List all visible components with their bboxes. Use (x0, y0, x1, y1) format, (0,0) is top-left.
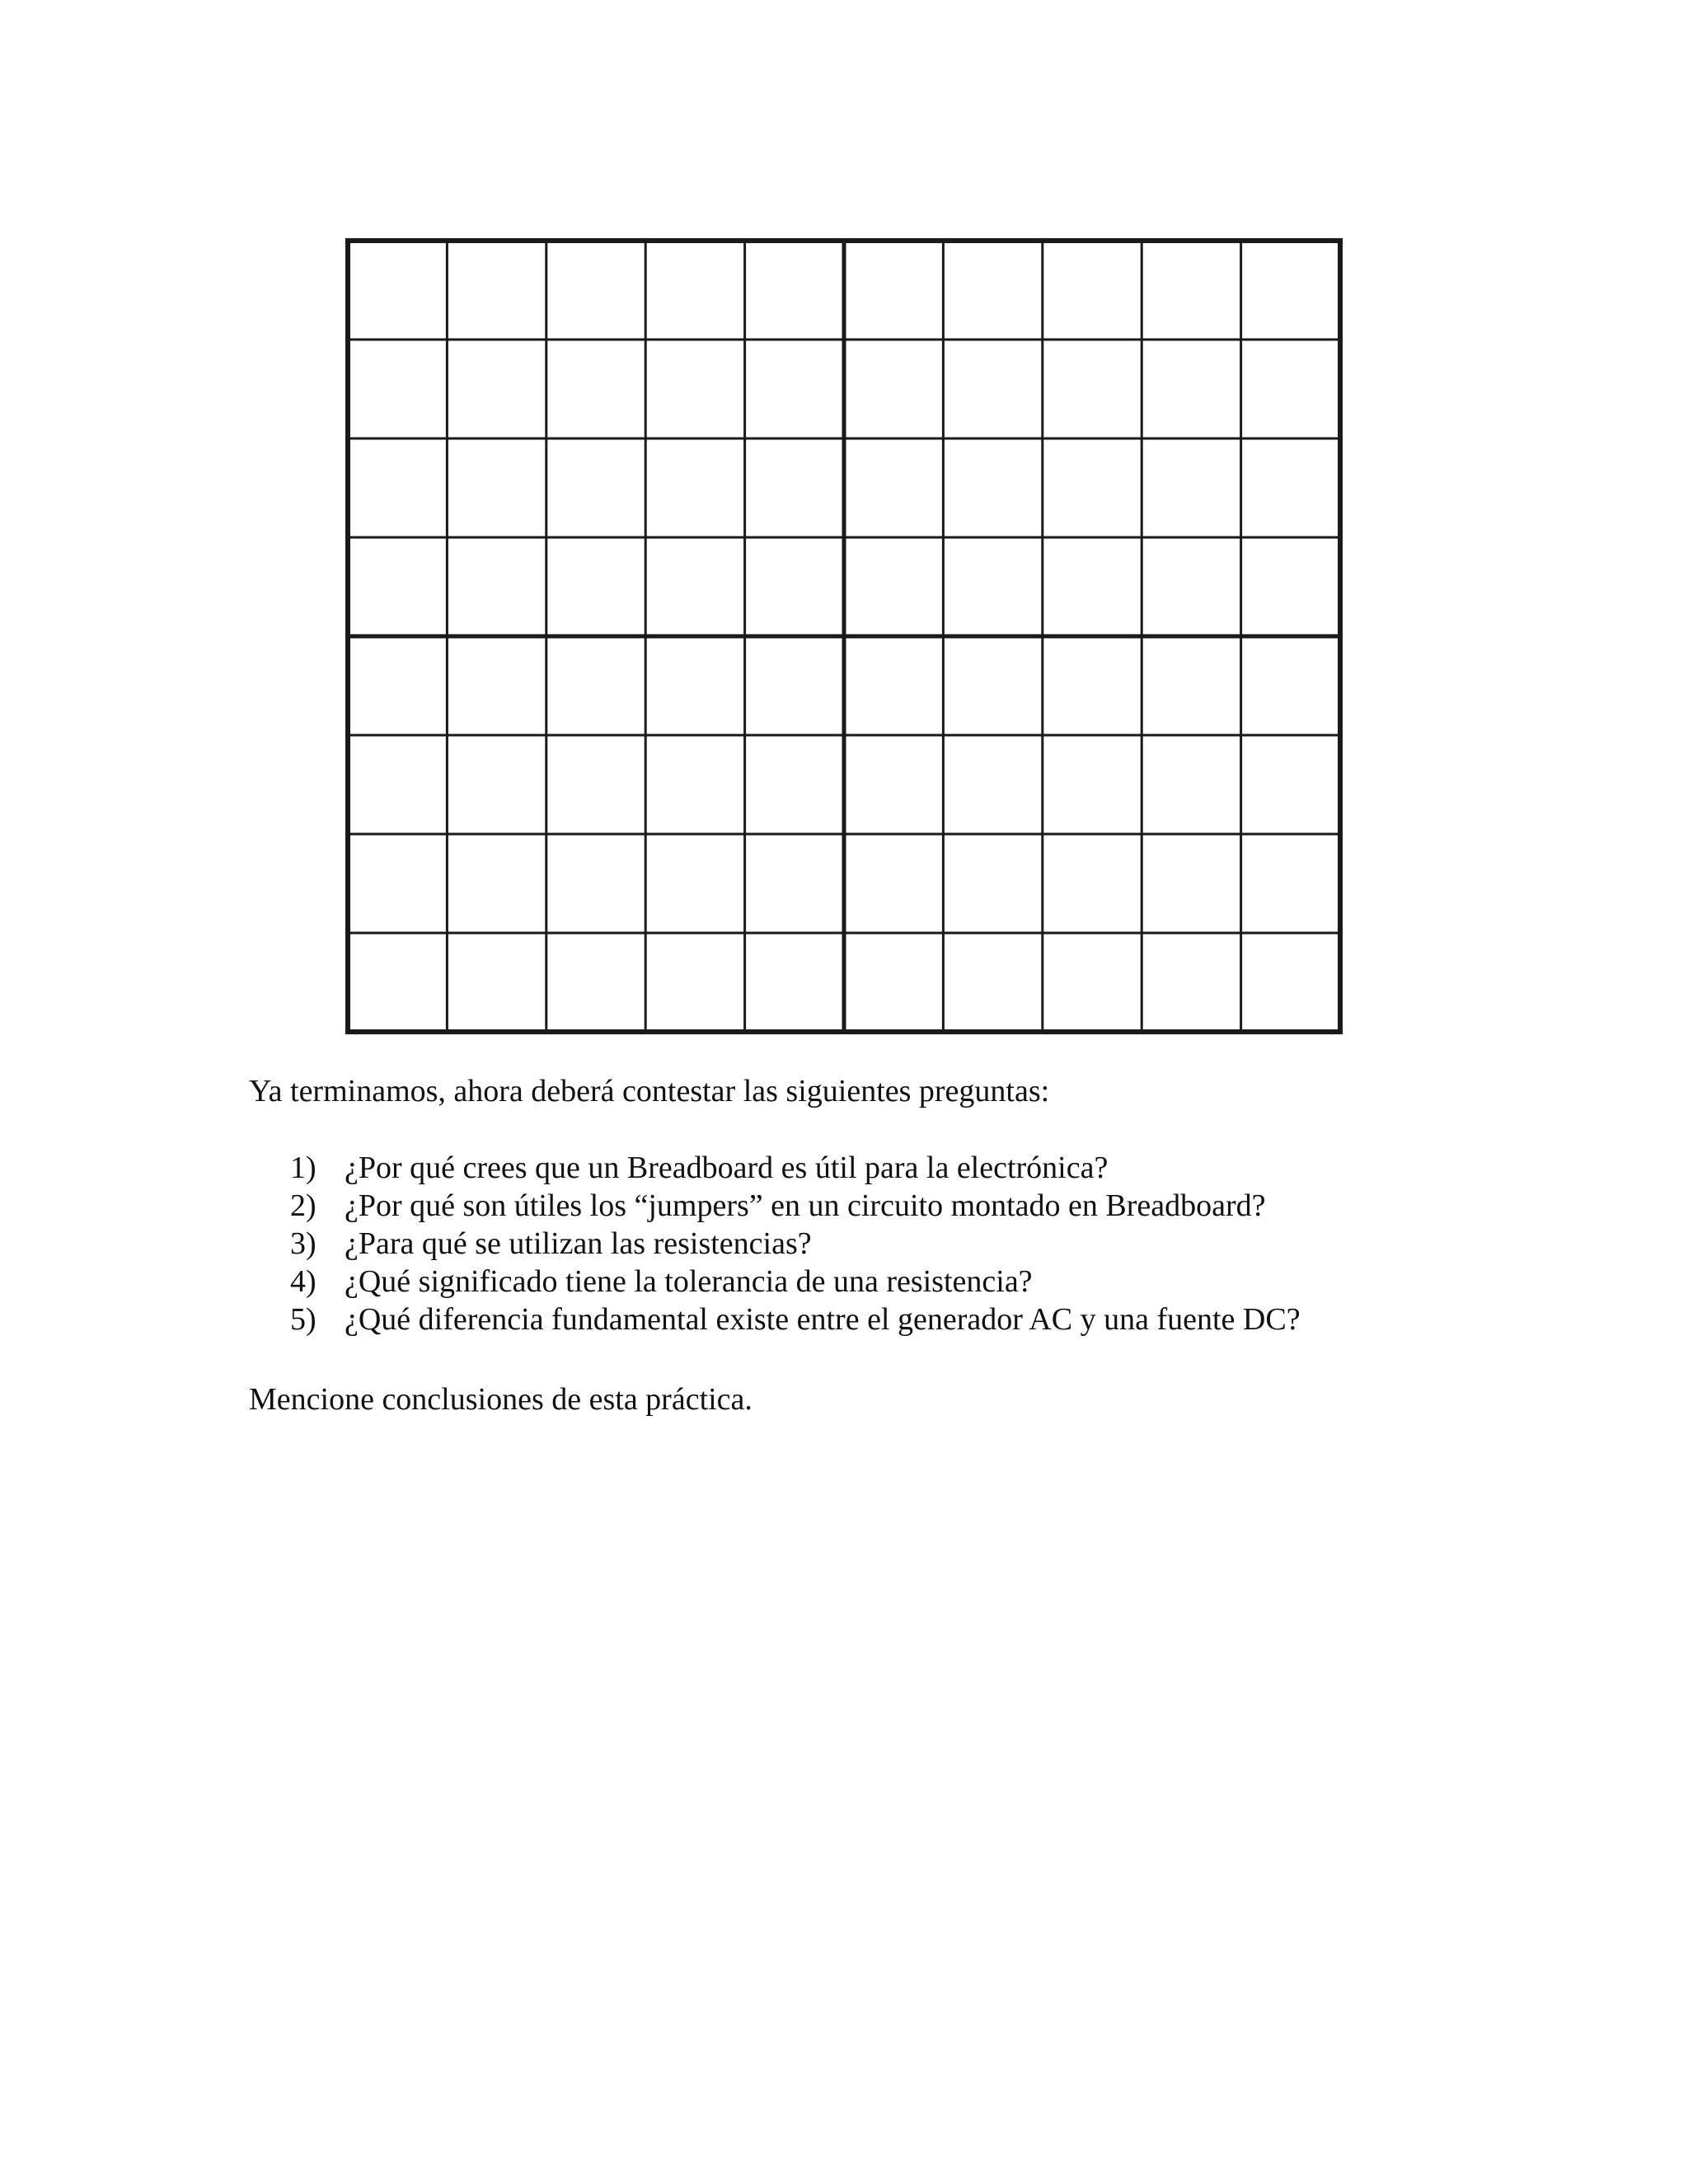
question-text: ¿Qué significado tiene la tolerancia de una resistencia? (345, 1264, 1033, 1299)
question-text: ¿Por qué crees que un Breadboard es útil para la electrónica? (345, 1151, 1109, 1185)
oscilloscope-grid (345, 237, 1343, 1035)
question-text: ¿Para qué se utilizan las resistencias? (345, 1226, 812, 1261)
question-number: 4) (290, 1264, 316, 1299)
question-number: 5) (290, 1302, 316, 1337)
question-number: 3) (290, 1226, 316, 1261)
question-item (290, 1225, 1301, 1263)
question-number: 1) (290, 1151, 316, 1185)
oscilloscope-grid-svg (345, 237, 1343, 1035)
question-item (290, 1187, 1301, 1225)
questions-list (290, 1149, 1301, 1338)
question-item (290, 1263, 1301, 1301)
questions-intro: Ya terminamos, ahora deberá contestar las siguientes preguntas: (249, 1074, 1050, 1108)
conclusion-prompt: Mencione conclusiones de esta práctica. (249, 1382, 753, 1417)
question-text: ¿Por qué son útiles los “jumpers” en un circuito montado en Breadboard? (345, 1188, 1266, 1223)
question-text: ¿Qué diferencia fundamental existe entre el generador AC y una fuente DC? (345, 1302, 1301, 1337)
question-number: 2) (290, 1188, 316, 1223)
question-item (290, 1301, 1301, 1338)
question-item (290, 1149, 1301, 1187)
